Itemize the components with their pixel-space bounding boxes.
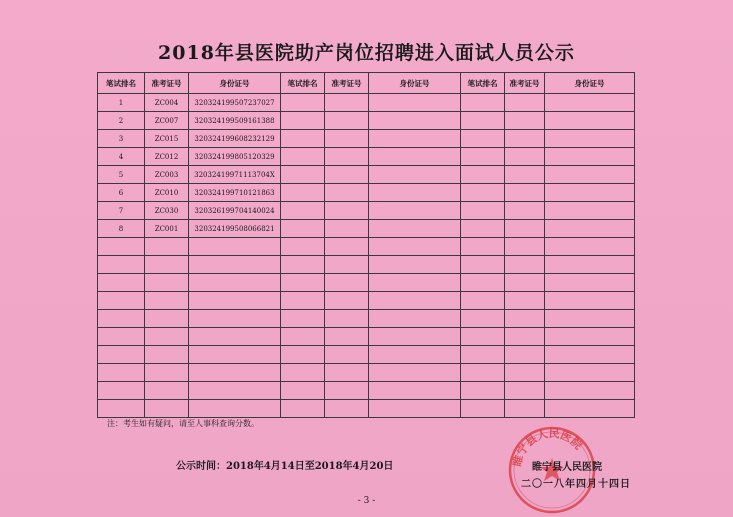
empty-cell [461, 148, 505, 166]
empty-cell [281, 184, 325, 202]
empty-cell [545, 94, 635, 112]
empty-cell [325, 112, 369, 130]
empty-cell [98, 400, 145, 418]
empty-cell [545, 238, 635, 256]
empty-cell [461, 256, 505, 274]
table-row [98, 238, 635, 256]
empty-cell [545, 310, 635, 328]
rank-cell: 7 [98, 202, 145, 220]
empty-cell [325, 328, 369, 346]
table-row [98, 184, 635, 202]
empty-cell [281, 220, 325, 238]
id-no-cell: 320326199704140024 [189, 202, 281, 220]
empty-cell [545, 166, 635, 184]
empty-cell [325, 292, 369, 310]
table-row [98, 130, 635, 148]
table-row [98, 220, 635, 238]
empty-cell [461, 400, 505, 418]
empty-cell [369, 382, 461, 400]
empty-cell [281, 310, 325, 328]
table-row [98, 382, 635, 400]
svg-text:睢宁县人民医院: 睢宁县人民医院 [510, 426, 585, 468]
empty-cell [545, 292, 635, 310]
empty-cell [98, 310, 145, 328]
empty-cell [505, 328, 545, 346]
empty-cell [505, 184, 545, 202]
empty-cell [461, 274, 505, 292]
empty-cell [189, 346, 281, 364]
empty-cell [461, 202, 505, 220]
rank-cell: 3 [98, 130, 145, 148]
empty-cell [145, 292, 189, 310]
empty-cell [505, 382, 545, 400]
id-no-cell: 320324199508066821 [189, 220, 281, 238]
exam-no-cell: ZC030 [145, 202, 189, 220]
signature-date: 二〇一八年四月十四日 [521, 479, 631, 490]
empty-cell [189, 364, 281, 382]
empty-cell [325, 256, 369, 274]
empty-cell [545, 328, 635, 346]
empty-cell [369, 310, 461, 328]
empty-cell [461, 364, 505, 382]
empty-cell [545, 274, 635, 292]
empty-cell [461, 184, 505, 202]
id-no-cell: 32032419971113704X [189, 166, 281, 184]
empty-cell [189, 292, 281, 310]
table-row [98, 202, 635, 220]
empty-cell [505, 274, 545, 292]
empty-cell [325, 220, 369, 238]
empty-cell [369, 220, 461, 238]
empty-cell [281, 274, 325, 292]
empty-cell [145, 310, 189, 328]
exam-no-cell: ZC004 [145, 94, 189, 112]
empty-cell [189, 400, 281, 418]
empty-cell [461, 346, 505, 364]
empty-cell [505, 364, 545, 382]
empty-cell [461, 94, 505, 112]
exam-no-cell: ZC007 [145, 112, 189, 130]
empty-cell [545, 112, 635, 130]
table-row [98, 346, 635, 364]
empty-cell [545, 382, 635, 400]
empty-cell [145, 238, 189, 256]
id-no-cell: 320324199710121863 [189, 184, 281, 202]
empty-cell [369, 364, 461, 382]
rank-cell: 6 [98, 184, 145, 202]
rank-cell: 1 [98, 94, 145, 112]
empty-cell [325, 274, 369, 292]
empty-cell [145, 328, 189, 346]
empty-cell [98, 328, 145, 346]
empty-cell [505, 256, 545, 274]
empty-cell [98, 274, 145, 292]
candidates-table [97, 72, 635, 418]
empty-cell [325, 382, 369, 400]
empty-cell [505, 346, 545, 364]
empty-cell [369, 130, 461, 148]
empty-cell [505, 310, 545, 328]
empty-cell [461, 220, 505, 238]
empty-cell [189, 238, 281, 256]
empty-cell [98, 364, 145, 382]
empty-cell [281, 202, 325, 220]
empty-cell [369, 346, 461, 364]
empty-cell [505, 130, 545, 148]
empty-cell [545, 400, 635, 418]
empty-cell [281, 382, 325, 400]
empty-cell [189, 274, 281, 292]
empty-cell [325, 364, 369, 382]
empty-cell [325, 166, 369, 184]
empty-cell [325, 238, 369, 256]
empty-cell [145, 256, 189, 274]
empty-cell [461, 130, 505, 148]
header-exam-no-1: 准考证号 [145, 73, 189, 94]
empty-cell [145, 364, 189, 382]
empty-cell [461, 166, 505, 184]
table-row [98, 292, 635, 310]
empty-cell [325, 184, 369, 202]
empty-cell [369, 238, 461, 256]
id-no-cell: 320324199805120329 [189, 148, 281, 166]
header-rank-2: 笔试排名 [281, 73, 325, 94]
empty-cell [281, 94, 325, 112]
empty-cell [545, 220, 635, 238]
table-row [98, 364, 635, 382]
organization-name: 睢宁县人民医院 [532, 462, 602, 473]
rank-cell: 8 [98, 220, 145, 238]
rank-cell: 4 [98, 148, 145, 166]
table-row [98, 310, 635, 328]
empty-cell [545, 130, 635, 148]
header-exam-no-2: 准考证号 [325, 73, 369, 94]
empty-cell [281, 148, 325, 166]
publish-time: 公示时间：2018年4月14日至2018年4月20日 [176, 461, 394, 472]
empty-cell [545, 148, 635, 166]
empty-cell [505, 238, 545, 256]
header-id-no-3: 身份证号 [545, 73, 635, 94]
empty-cell [281, 166, 325, 184]
empty-cell [325, 94, 369, 112]
empty-cell [98, 292, 145, 310]
empty-cell [505, 166, 545, 184]
empty-cell [505, 292, 545, 310]
header-exam-no-3: 准考证号 [505, 73, 545, 94]
empty-cell [545, 346, 635, 364]
table-row [98, 328, 635, 346]
empty-cell [461, 238, 505, 256]
empty-cell [98, 382, 145, 400]
empty-cell [461, 112, 505, 130]
empty-cell [281, 112, 325, 130]
table-row [98, 274, 635, 292]
empty-cell [325, 346, 369, 364]
table-header-row [98, 73, 635, 94]
exam-no-cell: ZC003 [145, 166, 189, 184]
empty-cell [369, 112, 461, 130]
table-row [98, 256, 635, 274]
id-no-cell: 320324199507237027 [189, 94, 281, 112]
empty-cell [369, 184, 461, 202]
table-row [98, 94, 635, 112]
empty-cell [461, 292, 505, 310]
empty-cell [281, 292, 325, 310]
rank-cell: 2 [98, 112, 145, 130]
empty-cell [461, 382, 505, 400]
empty-cell [545, 184, 635, 202]
empty-cell [145, 400, 189, 418]
exam-no-cell: ZC001 [145, 220, 189, 238]
header-id-no-2: 身份证号 [369, 73, 461, 94]
exam-no-cell: ZC015 [145, 130, 189, 148]
empty-cell [189, 256, 281, 274]
empty-cell [98, 256, 145, 274]
empty-cell [98, 346, 145, 364]
table-row [98, 148, 635, 166]
empty-cell [325, 130, 369, 148]
empty-cell [281, 328, 325, 346]
empty-cell [145, 346, 189, 364]
empty-cell [281, 400, 325, 418]
empty-cell [461, 310, 505, 328]
empty-cell [369, 94, 461, 112]
empty-cell [505, 400, 545, 418]
empty-cell [189, 310, 281, 328]
empty-cell [281, 130, 325, 148]
empty-cell [281, 364, 325, 382]
empty-cell [145, 274, 189, 292]
exam-no-cell: ZC010 [145, 184, 189, 202]
empty-cell [325, 310, 369, 328]
empty-cell [281, 346, 325, 364]
empty-cell [505, 94, 545, 112]
id-no-cell: 320324199509161388 [189, 112, 281, 130]
empty-cell [505, 148, 545, 166]
rank-cell: 5 [98, 166, 145, 184]
empty-cell [461, 328, 505, 346]
empty-cell [505, 220, 545, 238]
footnote: 注：考生如有疑问，请至人事科查询分数。 [107, 419, 259, 428]
empty-cell [369, 328, 461, 346]
empty-cell [369, 148, 461, 166]
empty-cell [189, 328, 281, 346]
empty-cell [145, 382, 189, 400]
empty-cell [189, 382, 281, 400]
empty-cell [281, 256, 325, 274]
empty-cell [369, 256, 461, 274]
empty-cell [325, 202, 369, 220]
empty-cell [505, 112, 545, 130]
empty-cell [325, 400, 369, 418]
empty-cell [545, 364, 635, 382]
empty-cell [505, 202, 545, 220]
table-row [98, 112, 635, 130]
exam-no-cell: ZC012 [145, 148, 189, 166]
empty-cell [369, 166, 461, 184]
empty-cell [369, 400, 461, 418]
header-rank-3: 笔试排名 [461, 73, 505, 94]
empty-cell [545, 202, 635, 220]
empty-cell [281, 238, 325, 256]
empty-cell [98, 238, 145, 256]
empty-cell [325, 148, 369, 166]
empty-cell [369, 202, 461, 220]
header-id-no-1: 身份证号 [189, 73, 281, 94]
header-rank-1: 笔试排名 [98, 73, 145, 94]
table-row [98, 400, 635, 418]
page-number: - 3 - [357, 496, 376, 506]
empty-cell [369, 292, 461, 310]
empty-cell [369, 274, 461, 292]
page-title: 2018年县医院助产岗位招聘进入面试人员公示 [158, 42, 575, 64]
id-no-cell: 320324199608232129 [189, 130, 281, 148]
empty-cell [545, 256, 635, 274]
table-row [98, 166, 635, 184]
